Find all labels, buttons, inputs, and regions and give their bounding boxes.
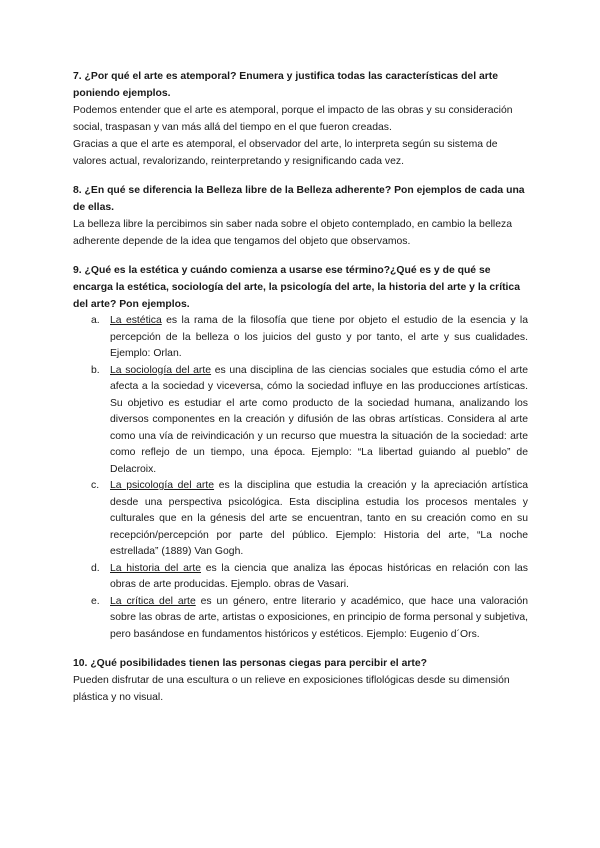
list-item xyxy=(91,561,529,594)
list-item-term: La estética xyxy=(110,315,162,326)
list-item-text: es un género, entre literario y académico, que hace una valoración sobre las obras de arte, artistas o exposiciones, en principio de forma personal y subjetiva, pero basándose en fundamentos históricos y estéticos. Ejemplo: Eugenio d´Ors. xyxy=(110,595,528,640)
section-question-8 xyxy=(73,182,528,250)
answer-paragraph: La belleza libre la percibimos sin saber nada sobre el objeto contemplado, en cambio la belleza adherente depende de la idea que tengamos del objeto que observamos. xyxy=(73,219,512,247)
answer-paragraph: Gracias a que el arte es atemporal, el observador del arte, lo interpreta según su sistema de valores actual, revalorizando, reinterpretando y resignificando cada vez. xyxy=(73,139,498,167)
list-item xyxy=(91,313,529,363)
list-marker: c. xyxy=(91,480,100,491)
section-question-9 xyxy=(73,262,528,643)
list-marker: a. xyxy=(91,315,100,326)
list-marker: b. xyxy=(91,364,100,376)
question-heading: 9. ¿Qué es la estética y cuándo comienza a usarse ese término?¿Qué es y de qué se encarga la estética, sociología del arte, la psicología del arte, la historia del arte y la crítica del arte? Pon ejemplos. xyxy=(73,265,520,310)
list-item-text: es una disciplina de las ciencias sociales que estudia cómo el arte afecta a la sociedad y viceversa, cómo la sociedad influye en las producciones artísticas. Su objetivo es estudiar el arte como producto de la sociedad humana, analizando los diversos componentes en la creación y difusión de las obras artísticas. Considera al arte como una vía de reivindicación y un recurso que muestra la situación de la sociedad: arte como reflejo de un tiempo, una época. Ejemplo: “La libertad guiando al pueblo” de Delacroix. xyxy=(110,364,529,475)
answer-paragraph: Pueden disfrutar de una escultura o un relieve en exposiciones tiflológicas desde su dimensión plástica y no visual. xyxy=(73,675,510,703)
question-heading: 7. ¿Por qué el arte es atemporal? Enumera y justifica todas las características del arte poniendo ejemplos. xyxy=(73,71,499,99)
list-item xyxy=(91,478,528,561)
list-item xyxy=(91,363,529,479)
list-item-term: La crítica del arte xyxy=(110,595,196,607)
list-marker: d. xyxy=(91,562,100,574)
answer-paragraph: Podemos entender que el arte es atemporal, porque el impacto de las obras y su consideración social, traspasan y van más allá del tiempo en el que fueron creadas. xyxy=(73,105,513,133)
section-question-7 xyxy=(73,68,528,170)
question-heading: 8. ¿En qué se diferencia la Belleza libre de la Belleza adherente? Pon ejemplos de cada una de ellas. xyxy=(73,185,525,213)
list-item xyxy=(91,594,528,644)
question-heading: 10. ¿Qué posibilidades tienen las personas ciegas para percibir el arte? xyxy=(73,658,427,669)
list-item-text: es la rama de la filosofía que tiene por objeto el estudio de la esencia y la percepción de la belleza o los juicios del gusto y por tanto, el arte y sus cualidades. Ejemplo: Orlan. xyxy=(110,315,529,359)
list-item-term: La historia del arte xyxy=(110,562,201,574)
section-question-10 xyxy=(73,655,528,706)
list-item-term: La sociología del arte xyxy=(110,364,212,376)
definitions-list xyxy=(73,313,528,643)
list-marker: e. xyxy=(91,595,100,607)
list-item-text: es la ciencia que analiza las épocas históricas en relación con las obras de arte producidas. Ejemplo. obras de Vasari. xyxy=(110,562,529,590)
list-item-text: es la disciplina que estudia la creación y la apreciación artística desde una perspectiva psicológica. Esta disciplina estudia los procesos mentales y culturales que en la génesis del arte se encuentran, tanto en su creación como en su recepción/percepción por parte del público. Ejemplo: Historia del arte, “La noche estrellada” (1889) Van Gogh. xyxy=(110,480,528,557)
list-item-term: La psicología del arte xyxy=(110,480,215,491)
